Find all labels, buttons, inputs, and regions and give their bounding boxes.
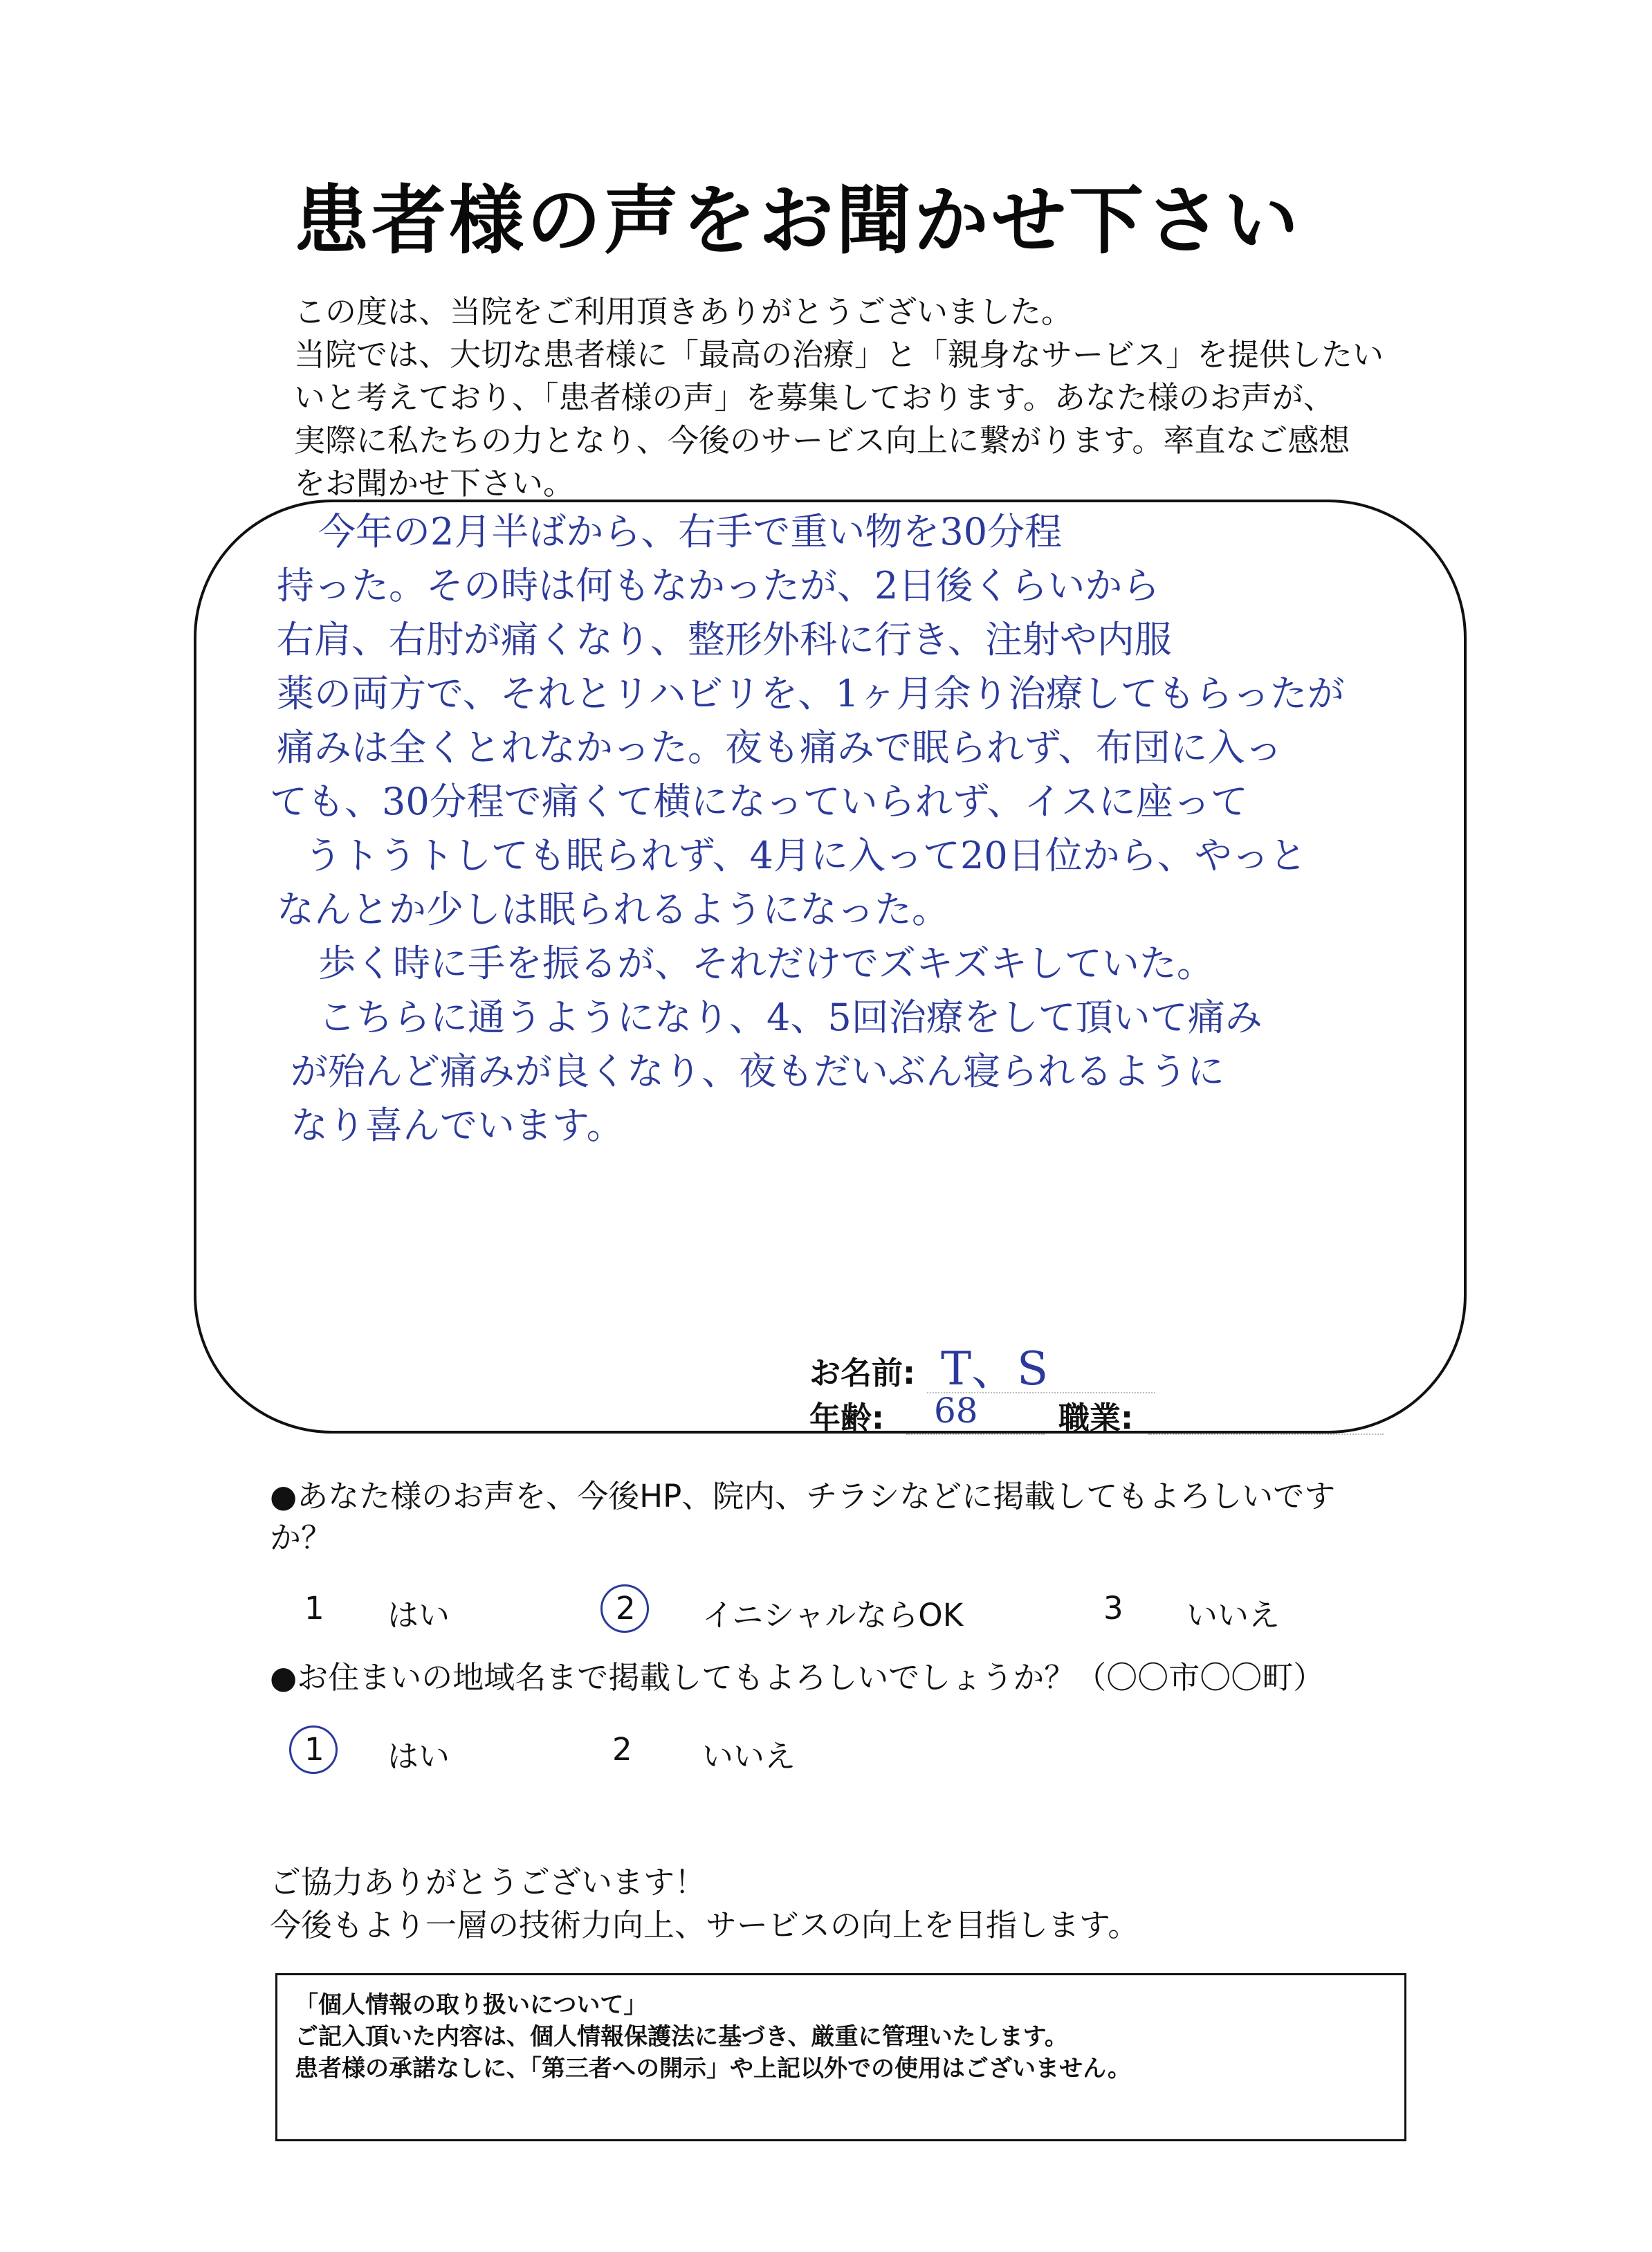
q1-option-1-label[interactable]: はい (387, 1597, 450, 1633)
page-title: 患者様の声をお聞かせ下さい (294, 178, 1302, 264)
intro-line: 当院では、大切な患者様に「最高の治療」と「親身なサービス」を提供したい (294, 336, 1384, 373)
publish-question-line: か？ (270, 1519, 333, 1556)
comment-line: 右肩、右肘が痛くなり、整形外科に行き、注射や内服 (277, 618, 1172, 661)
job-underline (1148, 1434, 1384, 1435)
comment-line: ても、30分程で痛くて横になっていられず、イスに座って (270, 780, 1248, 823)
thanks-message (270, 1861, 1139, 1947)
comment-line: なり喜んでいます。 (291, 1104, 624, 1147)
q2-option-1-number[interactable]: 1 (304, 1731, 324, 1768)
publish-question-line: ●あなた様のお声を、今後HP、院内、チラシなどに掲載してもよろしいです (270, 1478, 1336, 1514)
q2-option-2-number[interactable]: 2 (612, 1731, 632, 1768)
age-label: 年齢: (809, 1400, 884, 1436)
comment-line: こちらに通うようになり、4、5回治療をして頂いて痛み (318, 996, 1263, 1039)
q1-option-2-number[interactable]: 2 (616, 1590, 636, 1627)
thanks-line: 今後もより一層の技術力向上、サービスの向上を目指します。 (270, 1907, 1139, 1943)
privacy-line: ご記入頂いた内容は、個人情報保護法に基づき、厳重に管理いたします。 (295, 2023, 1068, 2051)
handwritten-comment (270, 505, 1439, 1153)
q1-option-3-label[interactable]: いいえ (1186, 1597, 1281, 1633)
q1-option-2-label[interactable]: イニシャルならOK (702, 1597, 964, 1633)
job-label: 職業: (1058, 1400, 1133, 1436)
comment-line: うトうトしても眠られず、4月に入って20日位から、やっと (304, 834, 1307, 877)
privacy-notice (275, 1973, 1406, 2141)
thanks-line: ご協力ありがとうございます！ (270, 1864, 706, 1901)
name-value[interactable]: T、S (941, 1342, 1049, 1395)
comment-line: が殆んど痛みが良くなり、夜もだいぶん寝られるように (291, 1050, 1224, 1093)
comment-line: 歩く時に手を振るが、それだけでズキズキしていた。 (318, 942, 1214, 985)
age-underline (906, 1434, 1045, 1435)
q1-option-3-number[interactable]: 3 (1103, 1590, 1123, 1627)
privacy-line: 患者様の承諾なしに、「第三者への開示」や上記以外での使用はございません。 (295, 2055, 1132, 2082)
q2-option-2-label[interactable]: いいえ (702, 1738, 796, 1775)
q1-option-1-number[interactable]: 1 (304, 1590, 324, 1627)
publish-question (270, 1476, 1404, 1559)
region-question: ●お住まいの地域名まで掲載してもよろしいでしょうか？（〇〇市〇〇町） (270, 1659, 1325, 1696)
intro-line: この度は、当院をご利用頂きありがとうございました。 (294, 293, 1073, 330)
privacy-heading: 「個人情報の取り扱いについて」 (295, 1991, 648, 2019)
comment-line: 持った。その時は何もなかったが、2日後くらいから (277, 564, 1160, 607)
comment-line: なんとか少しは眠られるようになった。 (277, 888, 949, 931)
q2-option-1-label[interactable]: はい (387, 1738, 450, 1775)
comment-line: 薬の両方で、それとリハビリを、1ヶ月余り治療してもらったが (277, 672, 1345, 715)
name-label: お名前: (809, 1355, 915, 1391)
comment-line: 痛みは全くとれなかった。夜も痛みで眠られず、布団に入っ (277, 726, 1283, 769)
age-value[interactable]: 68 (934, 1391, 978, 1431)
intro-paragraph (294, 291, 1401, 505)
comment-line: 今年の2月半ばから、右手で重い物を30分程 (318, 510, 1063, 553)
intro-line: いと考えており、「患者様の声」を募集しております。あなた様のお声が、 (294, 379, 1334, 416)
intro-line: をお聞かせ下さい。 (294, 465, 575, 502)
intro-line: 実際に私たちの力となり、今後のサービス向上に繋がります。率直なご感想 (294, 422, 1350, 459)
